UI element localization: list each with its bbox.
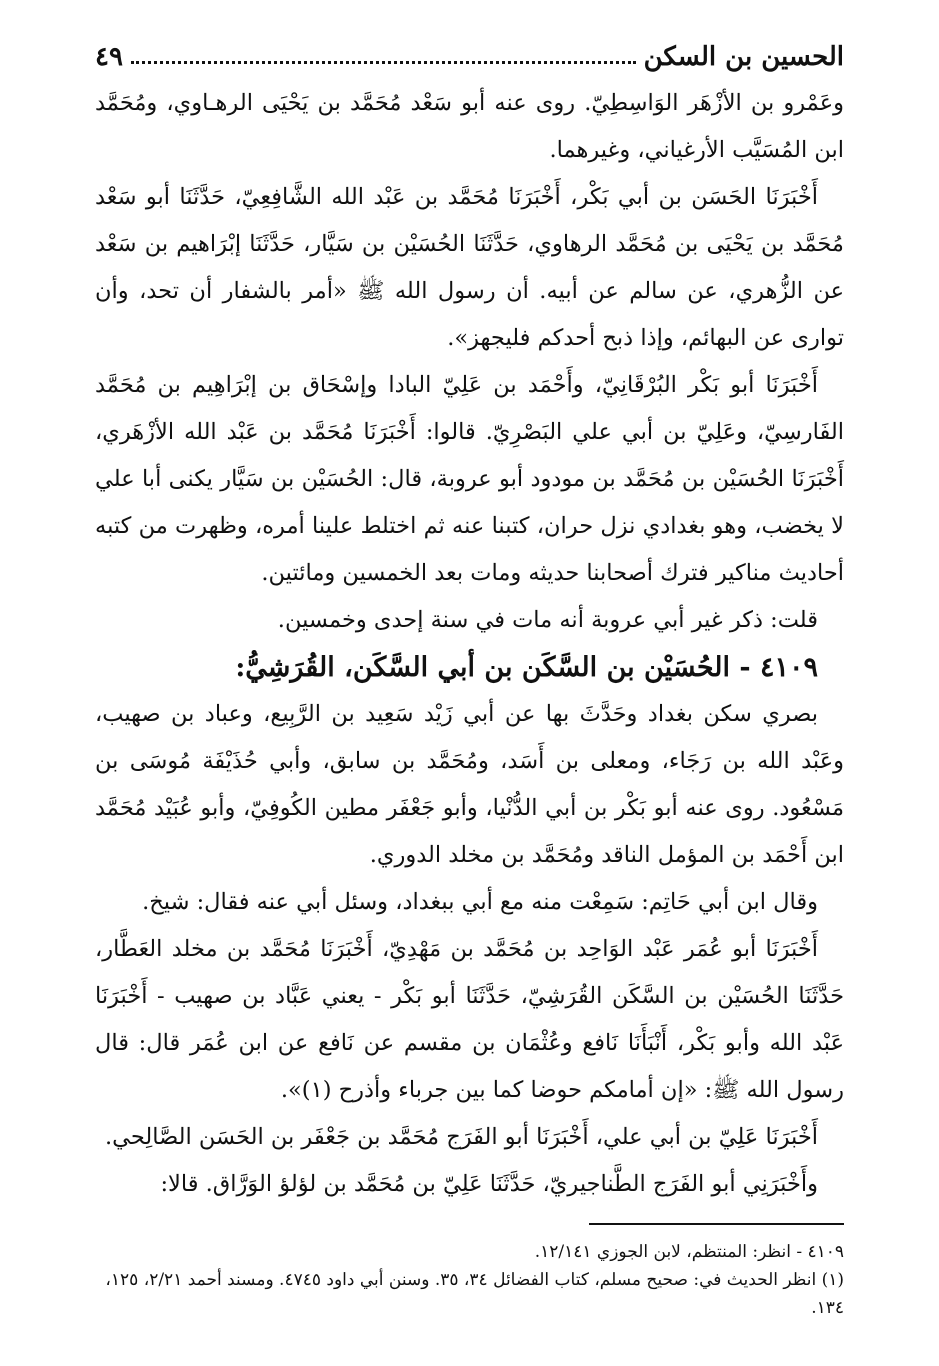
footnote-divider <box>589 1223 844 1225</box>
paragraph: أَخْبَرَنَا عَلِيّ بن أبي علي، أَخْبَرَنَا أبو الفَرَج مُحَمَّد بن جَعْفَر بن الحَسَن الصَّالِحي. <box>104 1124 818 1150</box>
paragraph: وأَخْبَرَنِي أبو الفَرَج الطَّناجيريّ، حَدَّثَنَا عَلِيّ بن مُحَمَّد بن لؤلؤ الوَرَّاق. قالا: <box>160 1171 818 1197</box>
paragraph: وعَمْرو بن الأزْهَر الوَاسِطِيّ. روى عنه أبو سَعْد مُحَمَّد بن يَحْيَى الرهـاوي، ومُحَمَّد ابن المُسَيَّب الأرغياني، وغيرهما. <box>95 90 844 163</box>
paragraph: وقال ابن أبي حَاتِم: سَمِعْت منه مع أبي ببغداد، وسئل أبي عنه فقال: شيخ. <box>142 889 818 915</box>
paragraph: قلت: ذكر غير أبي عروبة أنه مات في سنة إحدى وخمسين. <box>277 607 818 633</box>
running-header <box>95 32 844 72</box>
paragraph: أَخْبَرَنَا أبو عُمَر عَبْد الوَاحِد بن مُحَمَّد بن مَهْدِيّ، أَخْبَرَنَا مُحَمَّد بن مخلد العَطَّار، حَدَّثَنَا الحُسَيْن بن السَّكَن القُرَشِيّ، حَدَّثَنَا أبو بَكْر - يعني عَبَّاد بن صهيب - أَخْبَرَنَا عَبْد الله وأبو بَكْر، أَنْبَأَنَا نَافع وعُثْمَان بن مقسم عن نَافع عن ابن عُمَر قال: قال رسول الله ﷺ: «إن أمامكم حوضا كما بين جرباء وأذرح (١)». <box>95 936 844 1103</box>
entry-heading: ٤١٠٩ - الحُسَيْن بن السَّكَن بن أبي السَّكَن، القُرَشِيُّ: <box>235 652 818 683</box>
paragraph: بصري سكن بغداد وحَدَّثَ بها عن أبي زَيْد سَعِيد بن الرَّبِيع، وعباد بن صهيب، وعَبْد الله بن رَجَاء، ومعلى بن أَسَد، ومُحَمَّد بن سابق، وأبي حُذَيْفَة مُوسَى بن مَسْعُود. روى عنه أبو بَكْر بن أبي الدُّنْيا، وأبو جَعْفَر مطين الكُوفِيّ، وأبو عُبَيْد مُحَمَّد ابن أَحْمَد بن المؤمل الناقد ومُحَمَّد بن مخلد الدوري. <box>95 701 844 868</box>
running-title: الحسين بن السكن <box>643 42 844 72</box>
footnote: (١) انظر الحديث في: صحيح مسلم، كتاب الفضائل ٣٤، ٣٥. وسنن أبي داود ٤٧٤٥. ومسند أحمد ٢/٢١، ١٢٥، ١٣٤. <box>105 1270 844 1318</box>
page-number: ٤٩ <box>95 42 123 72</box>
paragraph: أَخْبَرَنَا الحَسَن بن أبي بَكْر، أَخْبَرَنَا مُحَمَّد بن عَبْد الله الشَّافِعِيّ، حَدَّثَنَا أبو سَعْد مُحَمَّد بن يَحْيَى بن مُحَمَّد الرهاوي، حَدَّثَنَا الحُسَيْن بن سَيَّار، حَدَّثَنَا إبْرَاهيم بن سَعْد عن الزُّهري، عن سالم عن أبيه. أن رسول الله ﷺ «أمر بالشفار أن تحد، وأن توارى عن البهائم، وإذا ذبح أحدكم فليجهز». <box>95 184 844 351</box>
paragraph: أَخْبَرَنَا أبو بَكْر البُرْقَانِيّ، وأَحْمَد بن عَلِيّ البادا وإسْحَاق بن إبْرَاهِيم بن مُحَمَّد الفَارسِيّ، وعَلِيّ بن أبي علي البَصْرِيّ. قالوا: أَخْبَرَنَا مُحَمَّد بن عَبْد الله الأزْهَري، أَخْبَرَنَا الحُسَيْن بن مُحَمَّد بن مودود أبو عروبة، قال: الحُسَيْن بن سَيَّار يكنى أبا علي لا يخضب، وهو بغدادي نزل حران، كتبنا عنه ثم اختلط علينا أمره، وظهرت من كتبه أحاديث مناكير فترك أصحابنا حديثه ومات بعد الخمسين ومائتين. <box>95 372 844 586</box>
footnote: ٤١٠٩ - انظر: المنتظم، لابن الجوزي ١٢/١٤١. <box>534 1242 844 1262</box>
header-leader-dots <box>131 61 636 64</box>
page-body <box>95 80 844 1208</box>
footnotes <box>95 1238 844 1322</box>
